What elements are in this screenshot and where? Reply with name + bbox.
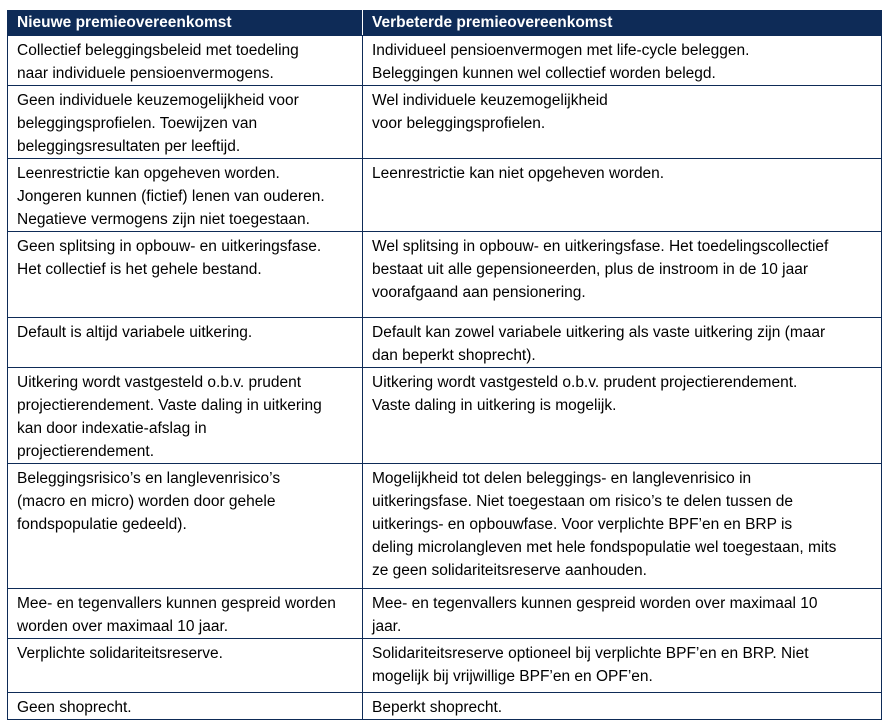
- table-row: [8, 589, 882, 639]
- cell-verbeterde: Individueel pensioenvermogen met life-cycle beleggen. Beleggingen kunnen wel collectief worden belegd.: [363, 36, 882, 86]
- cell-nieuwe: Geen splitsing in opbouw- en uitkeringsfase. Het collectief is het gehele bestand.: [8, 232, 363, 318]
- cell-nieuwe: Uitkering wordt vastgesteld o.b.v. prudent projectierendement. Vaste daling in uitkering kan door indexatie-afslag in projectierendement.: [8, 368, 363, 464]
- cell-verbeterde: Mogelijkheid tot delen beleggings- en langlevenrisico in uitkeringsfase. Niet toegestaan om risico’s te delen tussen de uitkerings- en opbouwfase. Voor verplichte BPF’en en BRP is deling microlangleven met hele fondspopulatie wel toegestaan, mits ze geen solidariteitsreserve aanhouden.: [363, 464, 882, 589]
- cell-verbeterde: Uitkering wordt vastgesteld o.b.v. prudent projectierendement. Vaste daling in uitkering is mogelijk.: [363, 368, 882, 464]
- cell-nieuwe: Verplichte solidariteitsreserve.: [8, 639, 363, 693]
- table-row: [8, 368, 882, 464]
- cell-nieuwe: Leenrestrictie kan opgeheven worden. Jongeren kunnen (fictief) lenen van ouderen. Negatieve vermogens zijn niet toegestaan.: [8, 159, 363, 232]
- cell-verbeterde: Mee- en tegenvallers kunnen gespreid worden over maximaal 10 jaar.: [363, 589, 882, 639]
- comparison-table: [7, 10, 882, 720]
- table-row: [8, 86, 882, 159]
- cell-verbeterde: Wel splitsing in opbouw- en uitkeringsfase. Het toedelingscollectief bestaat uit alle gepensioneerden, plus de instroom in de 10 jaar voorafgaand aan pensionering.: [363, 232, 882, 318]
- cell-nieuwe: Geen individuele keuzemogelijkheid voor beleggingsprofielen. Toewijzen van beleggingsresultaten per leeftijd.: [8, 86, 363, 159]
- table-row: [8, 318, 882, 368]
- header-nieuwe-premieovereenkomst: Nieuwe premieovereenkomst: [8, 11, 363, 36]
- cell-nieuwe: Collectief beleggingsbeleid met toedeling naar individuele pensioenvermogens.: [8, 36, 363, 86]
- cell-nieuwe: Mee- en tegenvallers kunnen gespreid worden worden over maximaal 10 jaar.: [8, 589, 363, 639]
- table-row: [8, 693, 882, 720]
- header-verbeterde-premieovereenkomst: Verbeterde premieovereenkomst: [363, 11, 882, 36]
- table-row: [8, 232, 882, 318]
- cell-verbeterde: Beperkt shoprecht.: [363, 693, 882, 720]
- table-row: [8, 464, 882, 589]
- table-row: [8, 159, 882, 232]
- cell-nieuwe: Beleggingsrisico’s en langlevenrisico’s (macro en micro) worden door gehele fondspopulatie gedeeld).: [8, 464, 363, 589]
- cell-nieuwe: Default is altijd variabele uitkering.: [8, 318, 363, 368]
- cell-verbeterde: Leenrestrictie kan niet opgeheven worden.: [363, 159, 882, 232]
- header-row: [8, 11, 882, 36]
- table-row: [8, 639, 882, 693]
- cell-verbeterde: Solidariteitsreserve optioneel bij verplichte BPF’en en BRP. Niet mogelijk bij vrijwillige BPF’en en OPF’en.: [363, 639, 882, 693]
- cell-verbeterde: Default kan zowel variabele uitkering als vaste uitkering zijn (maar dan beperkt shoprecht).: [363, 318, 882, 368]
- cell-nieuwe: Geen shoprecht.: [8, 693, 363, 720]
- table-row: [8, 36, 882, 86]
- cell-verbeterde: Wel individuele keuzemogelijkheid voor beleggingsprofielen.: [363, 86, 882, 159]
